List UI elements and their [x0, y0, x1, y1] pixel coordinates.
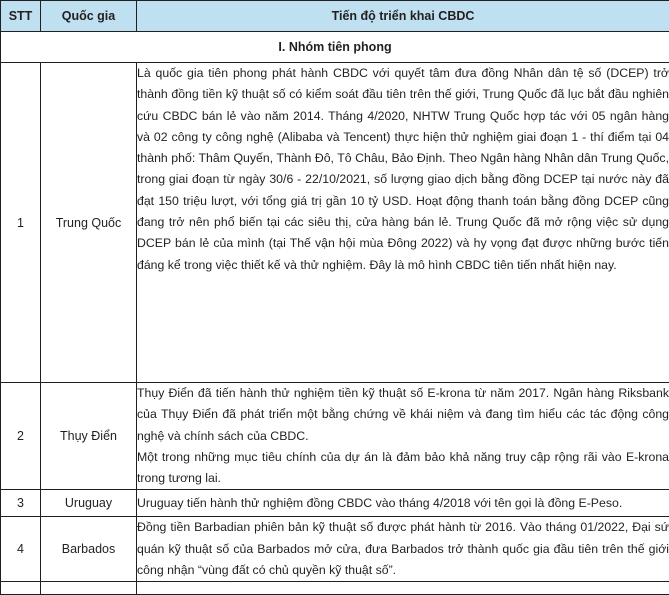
header-row: [1, 1, 669, 32]
row-country: Thụy Điển: [41, 383, 137, 490]
row-paragraph: Thụy Điển đã tiến hành thử nghiệm tiền kỹ thuật số E-krona từ năm 2017. Ngân hàng Riksbank của Thụy Điển đã phát triển một bằng chứng về khái niệm và đang tìm hiểu các tác động công nghệ và chính sách của CBDC.: [137, 383, 669, 447]
header-progress: Tiến độ triển khai CBDC: [137, 1, 669, 32]
row-stt: 1: [1, 63, 41, 383]
row-country-empty: [41, 582, 137, 595]
row-country: Uruguay: [41, 490, 137, 517]
table-row-partial: [1, 582, 669, 595]
table-row: [1, 517, 669, 582]
row-paragraph: Một trong những mục tiêu chính của dự án là đảm bảo khả năng truy cập rộng rãi vào E-krona trong tương lai.: [137, 447, 669, 490]
table-row: [1, 490, 669, 517]
row-paragraph: Uruguay tiến hành thử nghiệm đồng CBDC vào tháng 4/2018 với tên gọi là đồng E-Peso.: [137, 493, 669, 514]
row-stt-empty: [1, 582, 41, 595]
row-stt: 2: [1, 383, 41, 490]
header-stt: STT: [1, 1, 41, 32]
row-progress: [137, 517, 669, 582]
row-progress: [137, 490, 669, 517]
row-progress: [137, 383, 669, 490]
row-progress-empty: [137, 582, 669, 595]
group-row: [1, 32, 669, 63]
row-country: Trung Quốc: [41, 63, 137, 383]
row-stt: 3: [1, 490, 41, 517]
row-country: Barbados: [41, 517, 137, 582]
row-stt: 4: [1, 517, 41, 582]
table-row: [1, 383, 669, 490]
row-paragraph: Đồng tiền Barbadian phiên bản kỹ thuật số được phát hành từ 2016. Vào tháng 01/2022, Đại sứ quán kỹ thuật số của Barbados mở cửa, đưa Barbados trở thành quốc gia đầu tiên trên thế giới công nhận “vùng đất có chủ quyền kỹ thuật số”.: [137, 517, 669, 581]
header-country: Quốc gia: [41, 1, 137, 32]
row-progress: [137, 63, 669, 383]
table-row: [1, 63, 669, 383]
group-title: I. Nhóm tiên phong: [1, 32, 669, 63]
row-paragraph: Là quốc gia tiên phong phát hành CBDC với quyết tâm đưa đồng Nhân dân tệ số (DCEP) trở thành đồng tiền kỹ thuật số có kiểm soát đầu tiên trên thế giới, Trung Quốc đã lục bắt đầu nghiên cứu CBDC bán lẻ vào năm 2014. Tháng 4/2020, NHTW Trung Quốc hợp tác với 05 ngân hàng và 02 công ty công nghệ (Alibaba và Tencent) thực hiện thử nghiệm giai đoạn 1 - thí điểm tại 04 thành phố: Thâm Quyến, Thành Đô, Tô Châu, Bảo Định. Theo Ngân hàng Nhân dân Trung Quốc, trong giai đoạn từ ngày 30/6 - 22/10/2021, số lượng giao dịch bằng đồng DCEP tại nước này đã đạt 150 triệu lượt, với tổng giá trị gần 10 tỷ USD. Hoạt động thanh toán bằng đồng DCEP cũng đang trở nên phổ biến tại các siêu thị, cửa hàng bán lẻ. Trung Quốc đã mở rộng việc sử dụng DCEP bán lẻ của mình (tại Thế vận hội mùa Đông 2022) và hy vọng đạt được những bước tiến đáng kể trong việc thiết kế và thử nghiệm. Đây là mô hình CBDC tiên tiến nhất hiện nay.: [137, 63, 669, 276]
